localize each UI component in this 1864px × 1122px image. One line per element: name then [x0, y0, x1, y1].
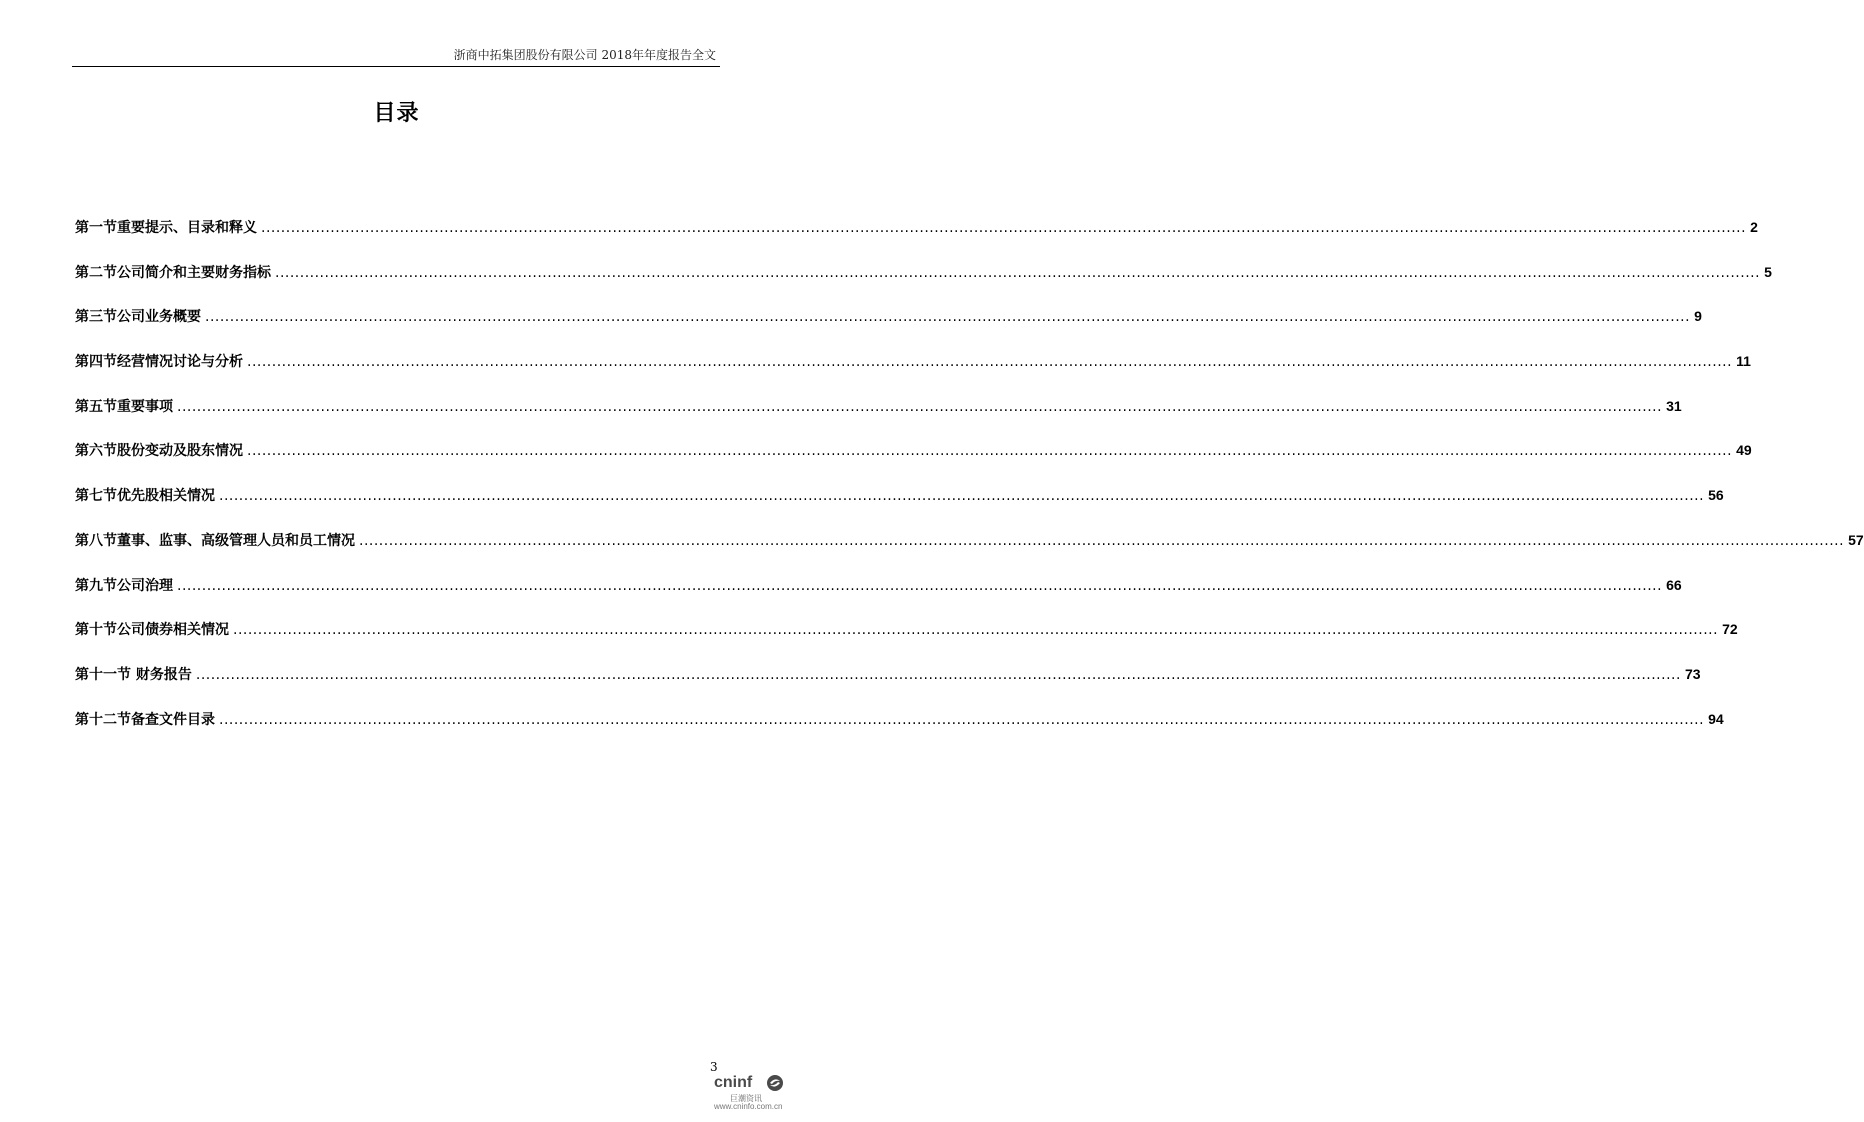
table-of-contents — [75, 217, 1864, 753]
toc-leader-dots: ............................................................................................................................................................................................................................................................................................................ — [219, 711, 1705, 728]
toc-entry-page: 9 — [1694, 308, 1702, 325]
toc-entry[interactable] — [75, 575, 1682, 597]
toc-entry[interactable] — [75, 619, 1738, 641]
toc-leader-dots: ............................................................................................................................................................................................................................................................................................................ — [261, 220, 1747, 236]
toc-entry-label: 第九节公司治理 — [75, 577, 173, 594]
toc-leader-dots: ............................................................................................................................................................................................................................................................................................................ — [275, 264, 1761, 281]
toc-entry-label: 第一节重要提示、目录和释义 — [75, 220, 257, 236]
toc-entry[interactable] — [75, 440, 1752, 462]
toc-entry-label: 第十二节备查文件目录 — [75, 711, 215, 728]
logo-subtext: 巨潮资讯 — [730, 1094, 762, 1103]
toc-entry-page: 2 — [1750, 219, 1758, 235]
toc-entry-page: 57 — [1848, 531, 1864, 548]
toc-entry-page: 11 — [1736, 353, 1751, 370]
toc-entry-label: 第四节经营情况讨论与分析 — [75, 354, 243, 371]
toc-entry-label: 第十一节 财务报告 — [75, 666, 192, 683]
toc-entry-label: 第十节公司债券相关情况 — [75, 622, 229, 639]
toc-entry-page: 73 — [1684, 665, 1701, 682]
toc-leader-dots: ............................................................................................................................................................................................................................................................................................................ — [205, 309, 1691, 326]
page-title: 目录 — [373, 101, 420, 126]
toc-entry-label: 第五节重要事项 — [75, 398, 173, 415]
toc-entry-page: 49 — [1736, 442, 1752, 459]
toc-entry-page: 31 — [1666, 397, 1682, 414]
toc-entry-label: 第二节公司简介和主要财务指标 — [75, 264, 271, 281]
toc-entry[interactable] — [75, 262, 1772, 284]
logo-url: www.cninfo.com.cn — [714, 1102, 783, 1111]
toc-entry-label: 第三节公司业务概要 — [75, 309, 201, 326]
toc-entry-page: 66 — [1666, 576, 1682, 593]
toc-entry[interactable] — [75, 217, 1758, 239]
toc-entry[interactable] — [75, 351, 1751, 373]
cninfo-swirl-icon — [766, 1074, 784, 1092]
toc-entry-page: 56 — [1708, 487, 1724, 504]
toc-entry-page: 94 — [1708, 710, 1724, 727]
toc-leader-dots: ............................................................................................................................................................................................................................................................................................................ — [177, 577, 1663, 594]
toc-entry[interactable] — [75, 709, 1724, 731]
logo-wordmark: cninf — [714, 1074, 753, 1091]
toc-leader-dots: ............................................................................................................................................................................................................................................................................................................ — [359, 532, 1845, 549]
toc-entry[interactable] — [75, 664, 1701, 686]
toc-entry-label: 第六节股份变动及股东情况 — [75, 443, 243, 460]
toc-leader-dots: ............................................................................................................................................................................................................................................................................................................ — [195, 666, 1681, 683]
toc-entry[interactable] — [75, 530, 1864, 552]
toc-leader-dots: ............................................................................................................................................................................................................................................................................................................ — [233, 622, 1719, 639]
toc-entry-label: 第七节优先股相关情况 — [75, 488, 215, 505]
toc-entry-page: 5 — [1764, 263, 1772, 280]
cninfo-logo — [714, 1074, 786, 1114]
header-divider — [72, 66, 720, 67]
toc-leader-dots: ............................................................................................................................................................................................................................................................................................................ — [177, 398, 1663, 415]
toc-entry[interactable] — [75, 396, 1682, 418]
toc-entry-label: 第八节董事、监事、高级管理人员和员工情况 — [75, 532, 355, 549]
page-number: 3 — [710, 1060, 718, 1074]
toc-entry-page: 72 — [1722, 621, 1738, 638]
toc-entry[interactable] — [75, 485, 1724, 507]
toc-leader-dots: ............................................................................................................................................................................................................................................................................................................ — [219, 488, 1705, 505]
toc-leader-dots: ............................................................................................................................................................................................................................................................................................................ — [247, 443, 1733, 460]
toc-entry[interactable] — [75, 306, 1702, 328]
running-header: 浙商中拓集团股份有限公司 2018年年度报告全文 — [453, 48, 716, 62]
toc-leader-dots: ............................................................................................................................................................................................................................................................................................................ — [247, 354, 1733, 371]
